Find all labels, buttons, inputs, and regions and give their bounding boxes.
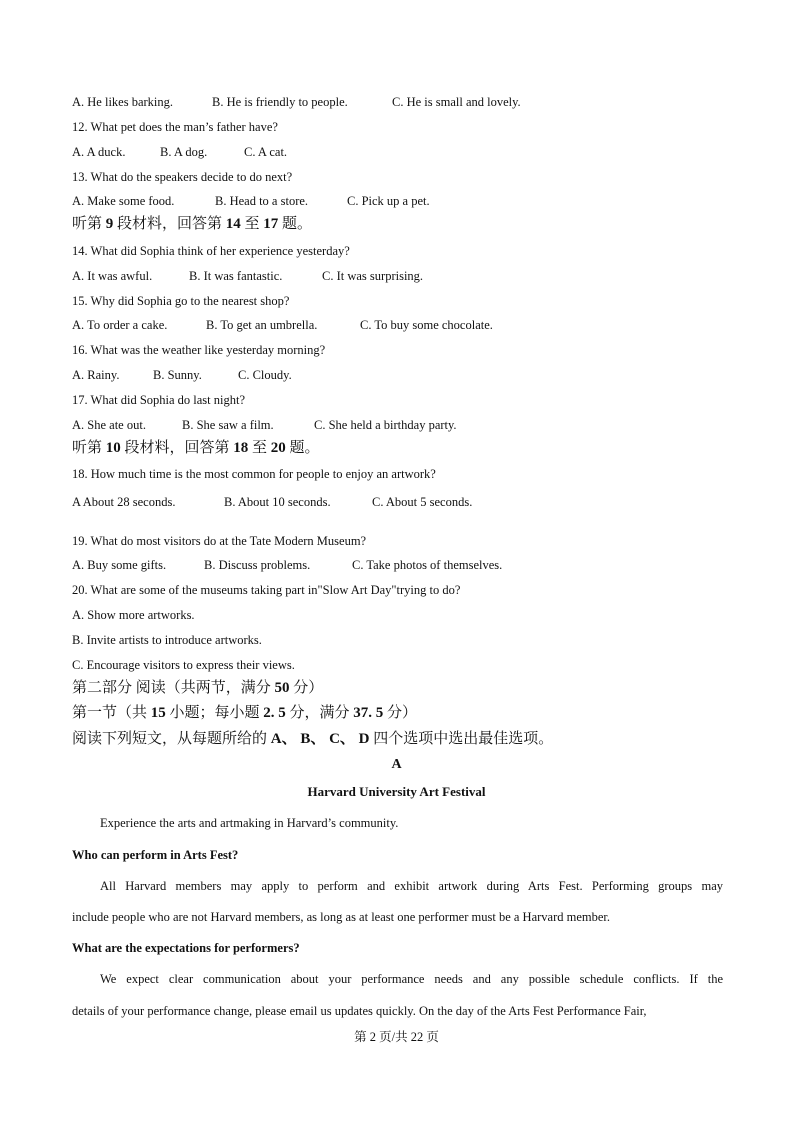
q18-question: 18. How much time is the most common for people to enjoy an artwork?	[72, 467, 436, 481]
heading-who-can-perform: Who can perform in Arts Fest?	[72, 848, 239, 862]
q16-question: 16. What was the weather like yesterday morning?	[72, 343, 326, 357]
q11-option-a: A. He likes barking.	[72, 95, 174, 109]
section-1-heading: 第一节（共 15 小题；每小题 2. 5 分，满分 37. 5 分）	[72, 705, 418, 721]
q13-option-a: A. Make some food.	[72, 194, 175, 208]
para2-line1: We expect clear communication about your performance needs and any possible schedule conflicts. If the	[100, 972, 723, 986]
q17-option-a: A. She ate out.	[72, 418, 146, 432]
q12-options	[72, 144, 287, 160]
q12-option-c: C. A cat.	[244, 145, 288, 159]
q11-option-b: B. He is friendly to people.	[212, 95, 348, 109]
q20-option-a: A. Show more artworks.	[72, 608, 195, 622]
para1-line1: All Harvard members may apply to perform and exhibit artwork during Arts Fest. Performing groups may	[100, 879, 723, 893]
q14-options	[72, 268, 423, 284]
q19-option-b: B. Discuss problems.	[204, 558, 311, 572]
para1-line2: include people who are not Harvard members, as long as at least one performer must be a Harvard member.	[72, 910, 611, 924]
heading-expectations: What are the expectations for performers?	[72, 941, 300, 955]
q16-option-a: A. Rainy.	[72, 368, 120, 382]
q16-option-c: C. Cloudy.	[238, 368, 292, 382]
page-footer: 第 2 页/共 22 页	[354, 1030, 439, 1044]
para2-line2: details of your performance change, please email us updates quickly. On the day of the Arts Fest Performance Fair,	[72, 1004, 647, 1018]
q20-option-c: C. Encourage visitors to express their views.	[72, 658, 295, 672]
q20-question: 20. What are some of the museums taking part in"Slow Art Day"trying to do?	[72, 583, 461, 597]
q14-option-c: C. It was surprising.	[322, 269, 424, 283]
q18-option-c: C. About 5 seconds.	[372, 495, 473, 509]
section-9-heading: 听第 9 段材料，回答第 14 至 17 题。	[72, 216, 313, 232]
q18-options	[72, 494, 472, 510]
q17-options	[72, 417, 457, 433]
q19-option-c: C. Take photos of themselves.	[352, 558, 503, 572]
q13-options	[72, 193, 430, 209]
q14-question: 14. What did Sophia think of her experience yesterday?	[72, 244, 350, 258]
q20-option-b: B. Invite artists to introduce artworks.	[72, 633, 262, 647]
q12-option-a: A. A duck.	[72, 145, 126, 159]
q15-option-c: C. To buy some chocolate.	[360, 318, 493, 332]
q14-option-a: A. It was awful.	[72, 269, 153, 283]
q14-option-b: B. It was fantastic.	[189, 269, 283, 283]
q16-option-b: B. Sunny.	[153, 368, 202, 382]
q19-option-a: A. Buy some gifts.	[72, 558, 167, 572]
passage-title: Harvard University Art Festival	[307, 784, 486, 799]
q16-options	[72, 367, 292, 383]
q13-option-b: B. Head to a store.	[215, 194, 309, 208]
q17-question: 17. What did Sophia do last night?	[72, 393, 246, 407]
part-2-heading: 第二部分 阅读（共两节，满分 50 分）	[72, 680, 324, 696]
passage-intro: Experience the arts and artmaking in Harvard’s community.	[100, 816, 399, 830]
q15-option-a: A. To order a cake.	[72, 318, 168, 332]
q15-question: 15. Why did Sophia go to the nearest shop?	[72, 294, 290, 308]
q12-option-b: B. A dog.	[160, 145, 208, 159]
passage-letter: A	[391, 757, 402, 772]
q17-option-b: B. She saw a film.	[182, 418, 274, 432]
section-10-heading: 听第 10 段材料，回答第 18 至 20 题。	[72, 440, 320, 456]
q18-option-b: B. About 10 seconds.	[224, 495, 331, 509]
q12-question: 12. What pet does the man’s father have?	[72, 120, 278, 134]
q19-options	[72, 557, 502, 573]
q19-question: 19. What do most visitors do at the Tate Modern Museum?	[72, 534, 367, 548]
q15-options	[72, 317, 493, 333]
q18-option-a: A About 28 seconds.	[72, 495, 176, 509]
q17-option-c: C. She held a birthday party.	[314, 418, 457, 432]
reading-instruction: 阅读下列短文，从每题所给的 A、 B、 C、 D 四个选项中选出最佳选项。	[72, 731, 554, 747]
q13-option-c: C. Pick up a pet.	[347, 194, 430, 208]
q11-option-c: C. He is small and lovely.	[392, 95, 521, 109]
q15-option-b: B. To get an umbrella.	[206, 318, 318, 332]
q13-question: 13. What do the speakers decide to do next?	[72, 170, 293, 184]
q11-options	[72, 94, 521, 110]
